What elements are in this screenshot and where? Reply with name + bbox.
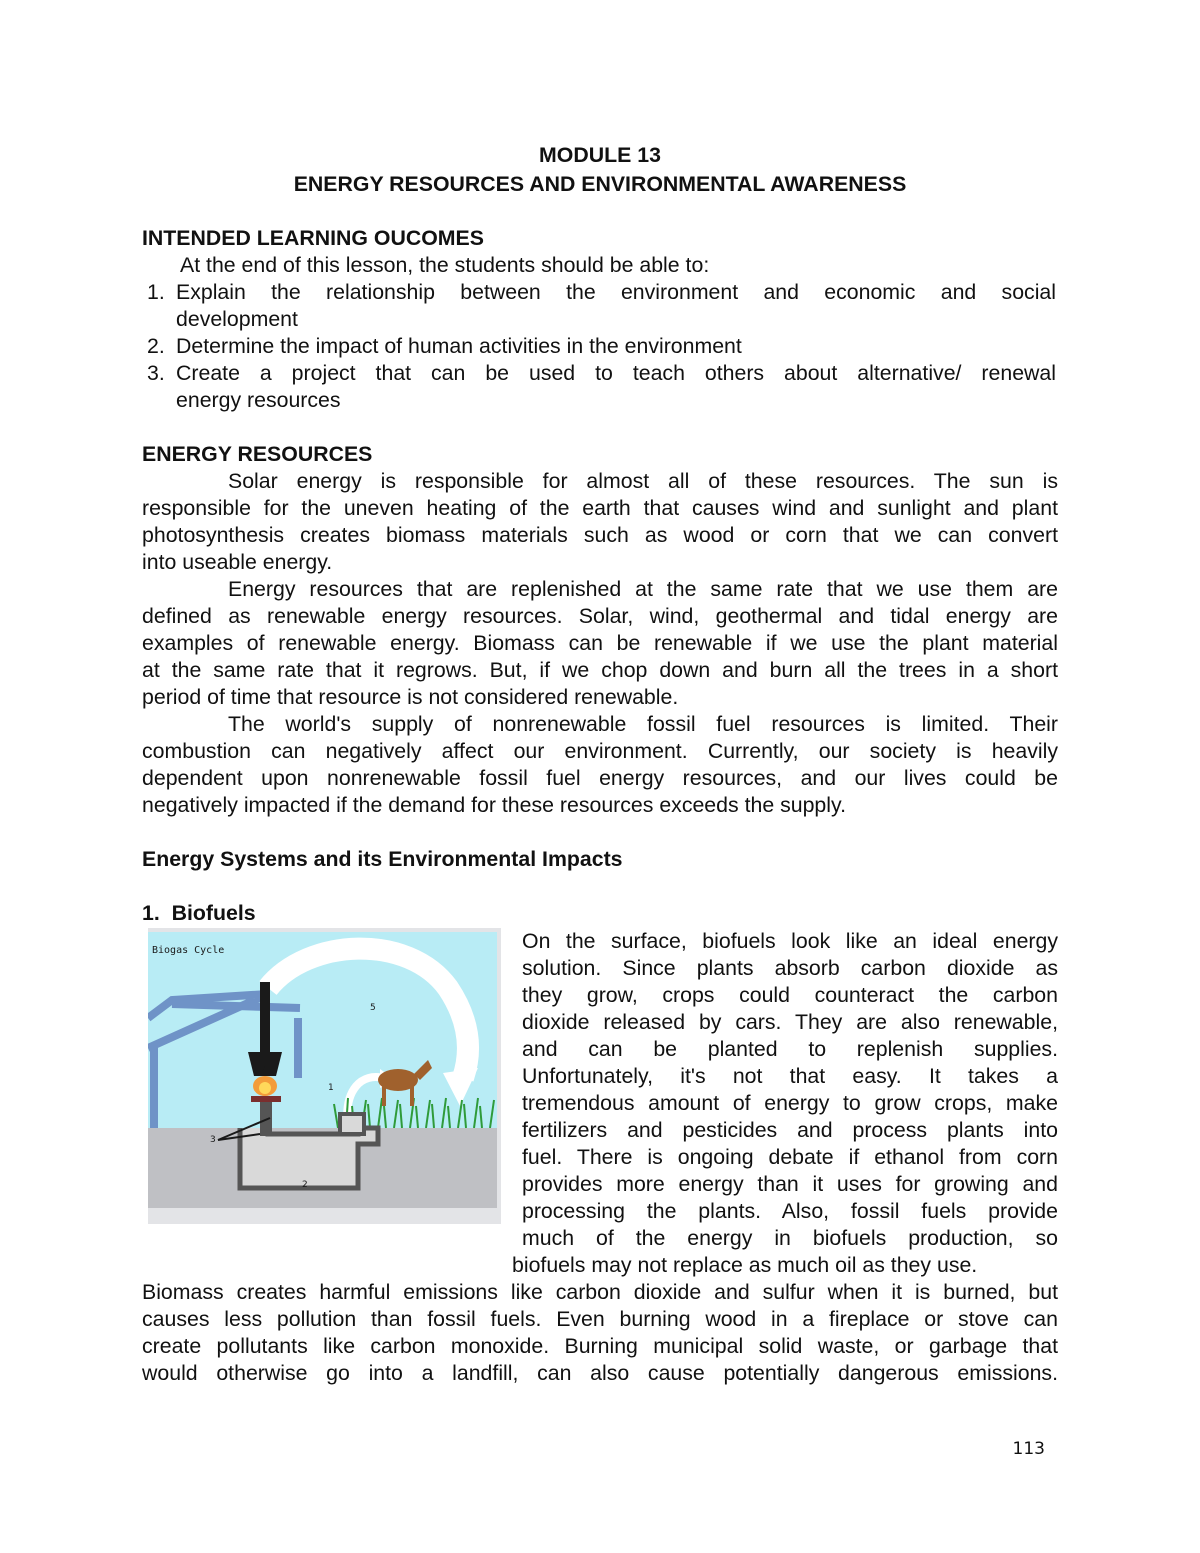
biogas-cycle-figure: [148, 928, 501, 1224]
text-line: processing the plants. Also, fossil fuels provide: [522, 1199, 1058, 1223]
text-line: solution. Since plants absorb carbon dioxide as: [522, 956, 1058, 980]
energy-resources-paragraph-2: [142, 576, 1058, 711]
text-line: examples of renewable energy. Biomass can be renewable if we use the plant material: [142, 631, 1058, 655]
text-line: period of time that resource is not considered renewable.: [142, 685, 679, 709]
figure-label-3: 3: [210, 1135, 216, 1145]
text-line: much of the energy in biofuels production, so: [522, 1226, 1058, 1250]
energy-systems-heading: Energy Systems and its Environmental Impacts: [142, 847, 623, 871]
text-line: and can be planted to replenish supplies.: [522, 1037, 1058, 1061]
ilo-item-2: [147, 333, 1056, 360]
ilo-item-text: Determine the impact of human activities in the environment: [176, 334, 742, 358]
biomass-paragraph: [142, 1279, 1058, 1387]
ilo-item-1: [147, 279, 1056, 306]
energy-resources-heading: ENERGY RESOURCES: [142, 442, 373, 466]
ilo-item-text: Explain the relationship between the environment and economic and social: [176, 280, 1056, 304]
text-line: causes less pollution than fossil fuels. Even burning wood in a fireplace or stove can: [142, 1307, 1058, 1331]
figure-label-2: 2: [302, 1180, 308, 1190]
ilo-heading: INTENDED LEARNING OUCOMES: [142, 226, 484, 250]
text-line: tremendous amount of energy to grow crops, make: [522, 1091, 1058, 1115]
text-line: create pollutants like carbon monoxide. Burning municipal solid waste, or garbage that: [142, 1334, 1058, 1358]
ilo-item-number: 1.: [147, 280, 165, 304]
ilo-item-3-cont: energy resources: [176, 388, 341, 412]
biofuels-paragraph: [522, 928, 1058, 1252]
figure-label-4: 4: [262, 1065, 268, 1075]
text-line: fuel. There is ongoing debate if ethanol from corn: [522, 1145, 1058, 1169]
biogas-cycle-illustration: [148, 928, 501, 1224]
figure-label-1: 1: [328, 1083, 334, 1093]
text-line: fertilizers and pesticides and process plants into: [522, 1118, 1058, 1142]
ilo-item-number: 3.: [147, 361, 165, 385]
text-line: The world's supply of nonrenewable fossil fuel resources is limited. Their: [228, 712, 1058, 736]
text-line: Biomass creates harmful emissions like carbon dioxide and sulfur when it is burned, but: [142, 1280, 1058, 1304]
page-number: 113: [1012, 1439, 1045, 1459]
text-line: combustion can negatively affect our environment. Currently, our society is heavily: [142, 739, 1058, 763]
text-line: negatively impacted if the demand for these resources exceeds the supply.: [142, 793, 846, 817]
text-line: On the surface, biofuels look like an ideal energy: [522, 929, 1058, 953]
ilo-item-3: [147, 360, 1056, 387]
text-line: defined as renewable energy resources. Solar, wind, geothermal and tidal energy are: [142, 604, 1058, 628]
text-line: Solar energy is responsible for almost all of these resources. The sun is: [228, 469, 1058, 493]
energy-resources-paragraph-1: [142, 468, 1058, 576]
text-line: at the same rate that it regrows. But, if we chop down and burn all the trees in a short: [142, 658, 1058, 682]
text-line: Energy resources that are replenished at the same rate that we use them are: [228, 577, 1058, 601]
energy-resources-paragraph-3: [142, 711, 1058, 819]
text-line: into useable energy.: [142, 550, 333, 574]
text-line: provides more energy than it uses for growing and: [522, 1172, 1058, 1196]
ilo-item-text: Create a project that can be used to teach others about alternative/ renewal: [176, 361, 1056, 385]
text-line: dioxide released by cars. They are also renewable,: [522, 1010, 1058, 1034]
figure-title: Biogas Cycle: [152, 945, 225, 956]
module-title: ENERGY RESOURCES AND ENVIRONMENTAL AWARENESS: [293, 172, 907, 196]
biofuels-paragraph-last-line: biofuels may not replace as much oil as they use.: [512, 1253, 978, 1277]
text-line: they grow, crops could counteract the carbon: [522, 983, 1058, 1007]
ilo-item-1-cont: development: [176, 307, 298, 331]
biofuels-heading: 1. Biofuels: [142, 901, 256, 925]
module-number: MODULE 13: [539, 143, 661, 167]
text-line: would otherwise go into a landfill, can also cause potentially dangerous emissions.: [142, 1361, 1058, 1385]
text-line: dependent upon nonrenewable fossil fuel energy resources, and our lives could be: [142, 766, 1058, 790]
ilo-intro: At the end of this lesson, the students should be able to:: [180, 253, 710, 277]
text-line: Unfortunately, it's not that easy. It takes a: [522, 1064, 1058, 1088]
ilo-item-number: 2.: [147, 334, 165, 358]
text-line: responsible for the uneven heating of the earth that causes wind and sunlight and plant: [142, 496, 1058, 520]
text-line: photosynthesis creates biomass materials such as wood or corn that we can convert: [142, 523, 1058, 547]
figure-label-5: 5: [370, 1003, 376, 1013]
